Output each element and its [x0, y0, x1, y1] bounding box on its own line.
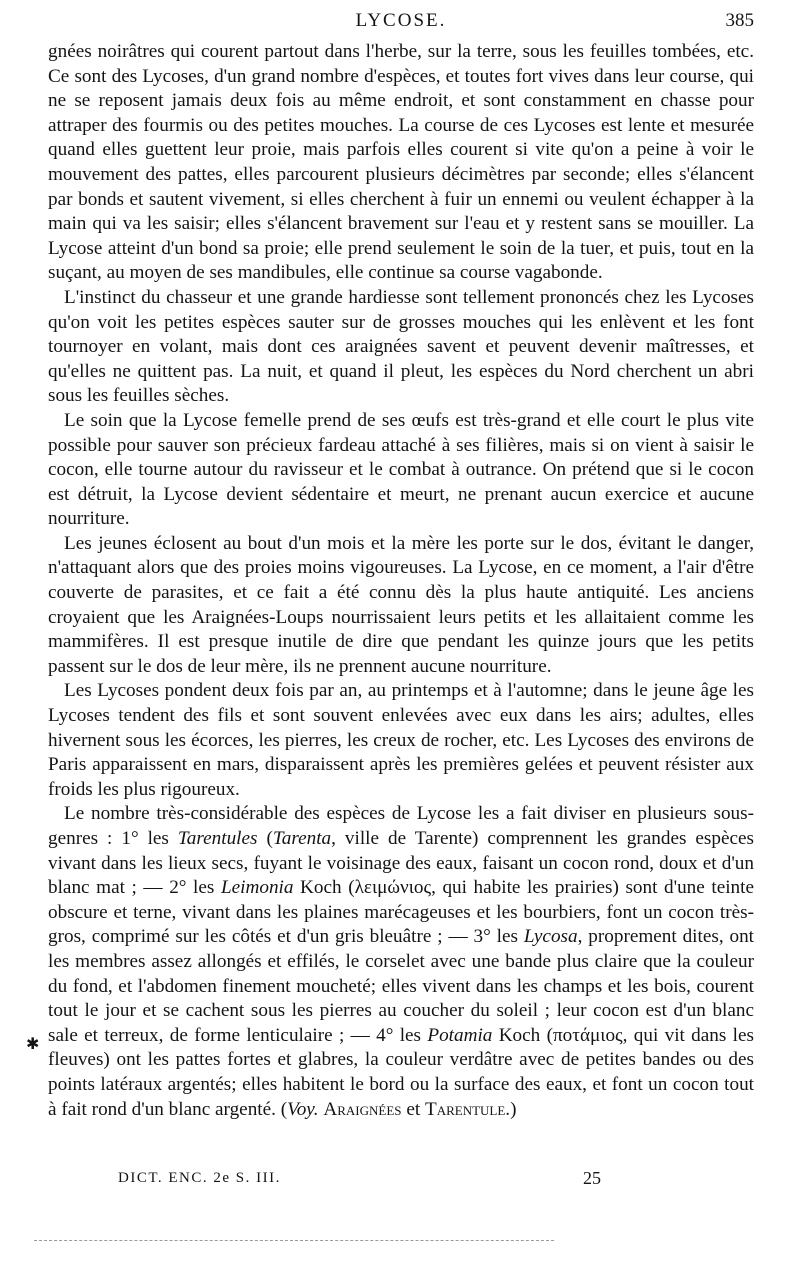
- text-run: Koch (λειμώνιος, qui habite les prairies) sont d'une teinte obscure et terne, vivant dans les plaines marécageuses et les bourbiers, font un cocon très-gros, comprimé sur les côtés et d'un gris bleuâtre ; — 3° les: [48, 877, 754, 948]
- text-run: Les jeunes éclosent au bout d'un mois et la mère les porte sur le dos, évitant le danger, n'attaquant alors que des proies moins vigoureuses. La Lycose, en ce moment, a l'air d'être couverte de parasites, et ce fait a été connu dès la plus haute antiquité. Les anciens croyaient que les Araignées-Loups nourrissaient leurs petits et les allaitaient comme les mammifères. Il est presque inutile de dire que pendant les quinze jours que les petits passent sur le dos de leur mère, ils ne prennent aucune nourriture.: [48, 532, 754, 677]
- text-run: , ville de Tarente) comprennent les grandes espèces vivant dans les lieux secs, fuyant le voisinage des eaux, faisant un cocon rond, doux et d'un blanc mat ; — 2° les: [48, 828, 754, 899]
- text-run: et: [401, 1098, 425, 1120]
- text-run: L'instinct du chasseur et une grande hardiesse sont tellement prononcés chez les Lycoses qu'on voit les petites espèces sauter sur de grosses mouches qui les enlèvent et les font tournoyer en volant, mais dont ces araignées savent et peuvent devenir maîtresses, et qu'elles ne quittent pas. La nuit, et quand il pleut, les espèces du Nord cherchent un abri sous les feuilles sèches.: [48, 286, 754, 407]
- text-run: .): [505, 1098, 517, 1120]
- smallcaps-text-run: Araignées: [323, 1098, 402, 1120]
- italic-text-run: Tarentules: [177, 828, 258, 849]
- text-run: Le soin que la Lycose femelle prend de ses œufs est très-grand et elle court le plus vite possible pour sauver son précieux fardeau attaché à ses filières, mais si on vient à saisir le cocon, elle tourne autour du ravisseur et le combat à outrance. On prétend que si le cocon est détruit, la Lycose devient sédentaire et meurt, ne prenant aucun exercice et aucune nourriture.: [48, 409, 754, 530]
- page-header: [48, 0, 754, 36]
- text-run: (: [257, 828, 273, 849]
- paragraph: [48, 532, 754, 680]
- paragraph: [48, 409, 754, 532]
- running-title: LYCOSE.: [355, 10, 447, 31]
- paragraph: [48, 802, 754, 1122]
- printer-signature: DICT. ENC. 2e S. III.: [118, 1170, 281, 1186]
- bottom-dashed-rule: [34, 1240, 554, 1241]
- text-run: Koch (ποτάμιος, qui vit dans les fleuves) ont les pattes fortes et glabres, la couleur verdâtre avec de petites bandes ou des points latéraux argentés; elles habitent le bord ou la surface des eaux, et font un cocon tout à fait rond d'un blanc argenté. (: [48, 1024, 754, 1120]
- text-run: , proprement dites, ont les membres assez allongés et effilés, le corselet avec une bande plus claire que la couleur du fond, et l'abdomen finement moucheté; elles vivent dans les champs et les bois, courent tout le jour et se cachent sous les pierres au coucher du soleil ; leur cocon est d'un blanc sale et terreux, de forme lenticulaire ; — 4° les: [48, 926, 754, 1046]
- paragraph: [48, 679, 754, 802]
- sheet-number: 25: [583, 1168, 601, 1188]
- text-run: Le nombre très-considérable des espèces de Lycose les a fait diviser en plusieurs sous-genres : 1° les: [48, 803, 754, 849]
- margin-asterisk-mark: ✱: [26, 1036, 40, 1053]
- italic-text-run: Voy.: [287, 1098, 319, 1120]
- paragraph: [48, 40, 754, 286]
- body-text: [48, 40, 754, 1122]
- italic-text-run: Leimonia: [220, 877, 294, 899]
- italic-text-run: Tarenta: [272, 828, 332, 849]
- italic-text-run: Potamia: [427, 1024, 493, 1046]
- page-footer: [48, 1168, 754, 1198]
- paragraph: [48, 286, 754, 409]
- smallcaps-text-run: Tarentule: [424, 1098, 506, 1120]
- text-run: gnées noirâtres qui courent partout dans l'herbe, sur la terre, sous les feuilles tombées, etc. Ce sont des Lycoses, d'un grand nombre d'espèces, et toutes fort vives dans leur course, qui ne se reposent jamais deux fois au même endroit, et sont constamment en chasse pour attraper des fourmis ou des petites mouches. La course de ces Lycoses est lente et mesurée quand elles guettent leur proie, mais parfois elles courent si vite qu'on a peine à voir le mouvement des pattes, elles parcourent plusieurs décimètres par seconde; elles s'élancent par bonds et sautent vivement, si elles cherchent à fuir un ennemi ou veulent échapper à la main qui va les saisir; elles s'élancent bravement sur l'eau et y restent sans se mouiller. La Lycose atteint d'un bond sa proie; elle prend seulement le soin de la tuer, et puis, tout en la suçant, au moyen de ses mandibules, elle continue sa course vagabonde.: [48, 41, 754, 284]
- text-run: Les Lycoses pondent deux fois par an, au printemps et à l'automne; dans le jeune âge les Lycoses tendent des fils et sont souvent enlevées avec eux dans les airs; adultes, elles hivernent sous les écorces, les pierres, les creux de rocher, etc. Les Lycoses des environs de Paris apparaissent en mars, disparaissent après les premières gelées et peuvent résister aux froids les plus rigoureux.: [48, 680, 754, 800]
- italic-text-run: Lycosa: [523, 926, 578, 948]
- page-number: 385: [725, 10, 754, 31]
